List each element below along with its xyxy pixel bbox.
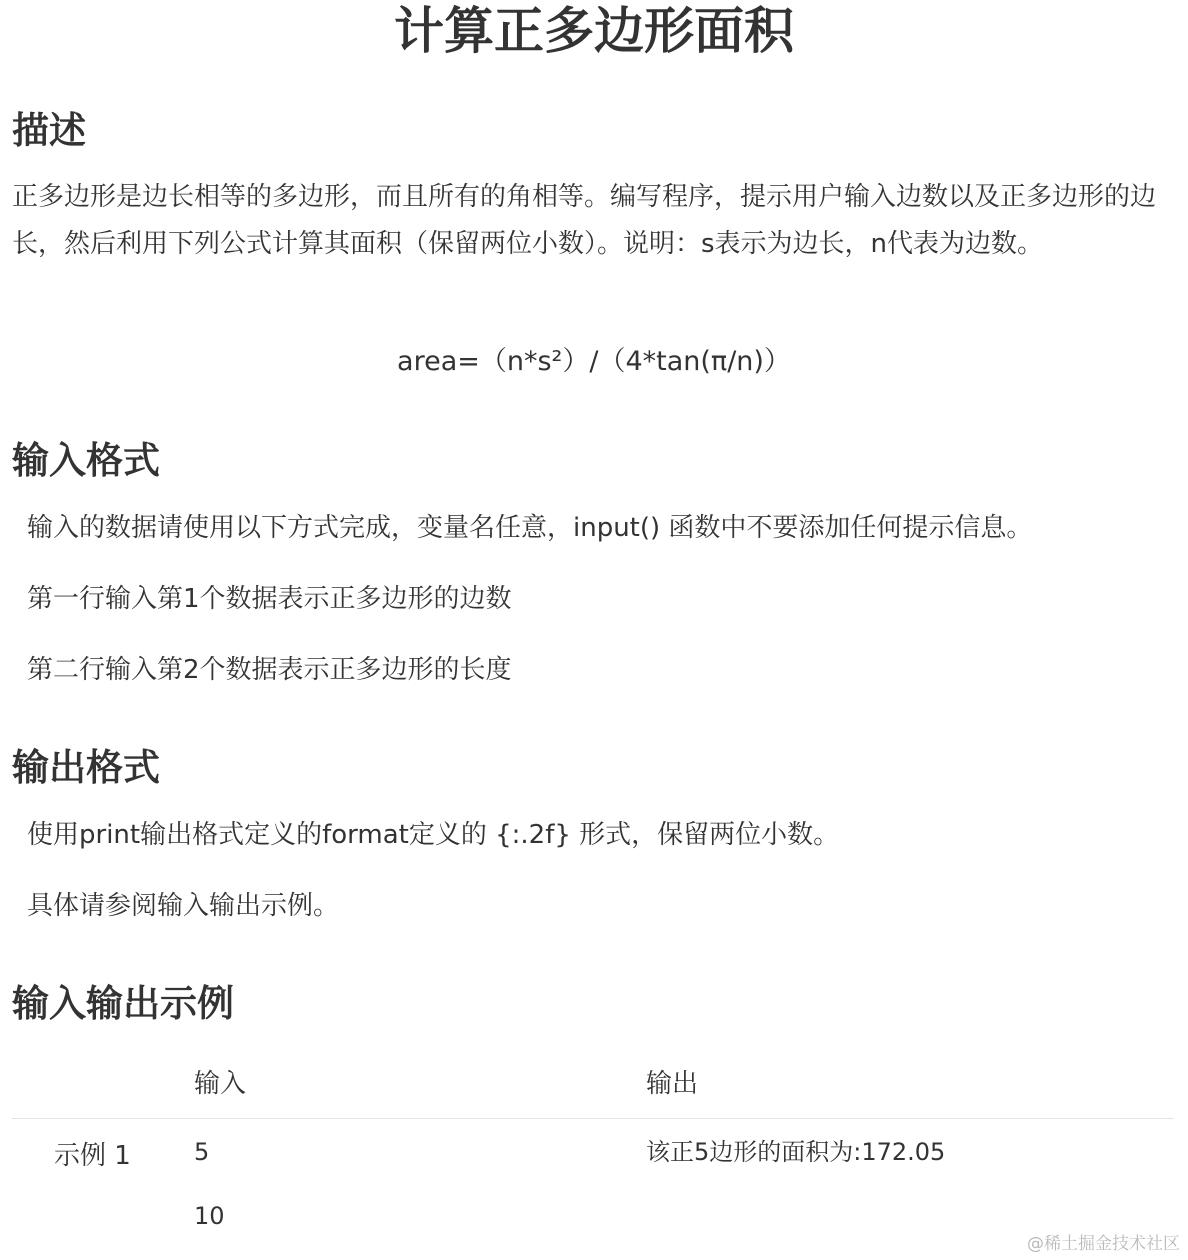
example-label: 示例 1 (54, 1141, 131, 1171)
area-formula: area=（n*s²）/（4*tan(π/n)） (397, 346, 791, 377)
input-format-heading: 输入格式 (12, 439, 160, 482)
page-title: 计算正多边形面积 (394, 2, 794, 60)
example-output-value: 该正5边形的面积为:172.05 (646, 1138, 946, 1166)
example-input-value: 10 (194, 1202, 225, 1230)
examples-heading: 输入输出示例 (12, 982, 234, 1025)
column-header-output: 输出 (646, 1069, 699, 1099)
output-format-line: 使用print输出格式定义的format定义的 {:.2f} 形式，保留两位小数。 (27, 820, 840, 850)
examples-table-header (12, 1058, 1174, 1119)
watermark: @稀土掘金技术社区 (1027, 1234, 1180, 1254)
input-format-line: 输入的数据请使用以下方式完成，变量名任意，input() 函数中不要添加任何提示信息。 (27, 513, 1033, 543)
column-header-input: 输入 (194, 1069, 247, 1099)
input-format-line: 第一行输入第1个数据表示正多边形的边数 (27, 584, 512, 614)
description-heading: 描述 (12, 109, 86, 152)
input-format-line: 第二行输入第2个数据表示正多边形的长度 (27, 655, 512, 685)
output-format-line: 具体请参阅输入输出示例。 (27, 891, 340, 921)
description-text: 正多边形是边长相等的多边形，而且所有的角相等。编写程序，提示用户输入边数以及正多边形的边长，然后利用下列公式计算其面积（保留两位小数）。说明：s表示为边长，n代表为边数。 (12, 182, 1157, 259)
example-input-value: 5 (194, 1138, 210, 1166)
output-format-heading: 输出格式 (12, 746, 160, 789)
